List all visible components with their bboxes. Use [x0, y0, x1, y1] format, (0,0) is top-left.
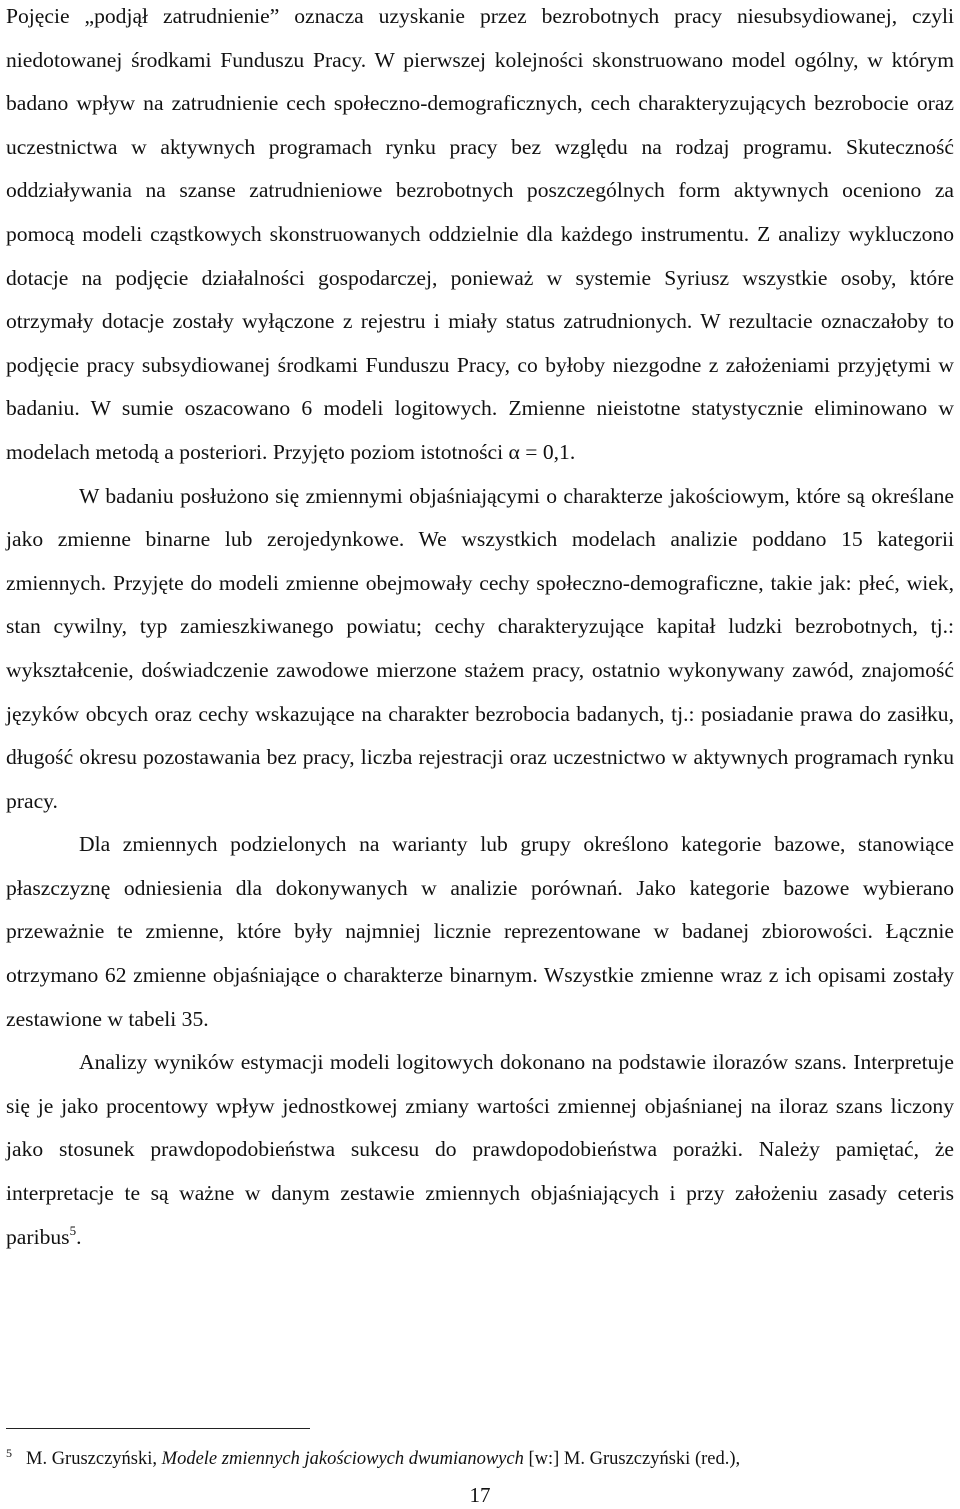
- footnote-reference[interactable]: 5: [69, 1222, 77, 1238]
- paragraph-1: Pojęcie „podjął zatrudnienie” oznacza uzyskanie przez bezrobotnych pracy niesubsydiowanej, czyli niedotowanej środkami Funduszu Pracy. W pierwszej kolejności skonstruowano model ogólny, w którym badano wpływ na zatrudnienie cech społeczno-demograficznych, cech charakteryzujących bezrobocie oraz uczestnictwa w aktywnych programach rynku pracy bez względu na rodzaj programu. Skuteczność oddziaływania na szanse zatrudnieniowe bezrobotnych poszczególnych form aktywnych oceniono za pomocą modeli cząstkowych skonstruowanych oddzielnie dla każdego instrumentu. Z analizy wykluczono dotacje na podjęcie działalności gospodarczej, ponieważ w systemie Syriusz wszystkie osoby, które otrzymały dotacje zostały wyłączone z rejestru i miały status zatrudnionych. W rezultacie oznaczałoby to podjęcie pracy subsydiowanej środkami Funduszu Pracy, co byłoby niezgodne z założeniami przyjętymi w badaniu. W sumie oszacowano 6 modeli logitowych. Zmienne nieistotne statystycznie eliminowano w modelach metodą a posteriori. Przyjęto poziom istotności α = 0,1.: [6, 4, 954, 464]
- paragraph-4-text: Analizy wyników estymacji modeli logitowych dokonano na podstawie ilorazów szans. Interpretuje się je jako procentowy wpływ jednostkowej zmiany wartości zmiennej objaśnianej na iloraz szans liczony jako stosunek prawdopodobieństwa sukcesu do prawdopodobieństwa porażki. Należy pamiętać, że interpretacje te są ważne w danym zestawie zmiennych objaśniających i przy założeniu zasady ceteris paribus: [6, 1050, 954, 1249]
- paragraph-3-text: Dla zmiennych podzielonych na warianty lub grupy określono kategorie bazowe, stanowiące płaszczyznę odniesienia dla dokonywanych w analizie porównań. Jako kategorie bazowe wybierano przeważnie te zmienne, które były najmniej licznie reprezentowane w badanej zbiorowości. Łącznie otrzymano 62 zmienne objaśniające o charakterze binarnym. Wszystkie zmienne wraz z ich opisami zostały zestawione w tabeli 35.: [6, 832, 954, 1031]
- footnote-separator: [6, 1428, 310, 1429]
- paragraph-4: [6, 1041, 954, 1259]
- paragraph-4-end: .: [76, 1224, 82, 1249]
- document-body: [6, 0, 954, 1259]
- paragraph-3: [6, 823, 954, 1041]
- page-number: 17: [469, 1483, 491, 1507]
- paragraph-2: W badaniu posłużono się zmiennymi objaśniającymi o charakterze jakościowym, które są określane jako zmienne binarne lub zerojedynkowe. We wszystkich modelach analizie poddano 15 kategorii zmiennych. Przyjęte do modeli zmienne obejmowały cechy społeczno-demograficzne, takie jak: płeć, wiek, stan cywilny, typ zamieszkiwanego powiatu; cechy charakteryzujące kapitał ludzki bezrobotnych, tj.: wykształcenie, doświadczenie zawodowe mierzone stażem pracy, ostatnio wykonywany zawód, znajomość języków obcych oraz cechy wskazujące na charakter bezrobocia badanych, tj.: posiadanie prawa do zasiłku, długość okresu pozostawania bez pracy, liczba rejestracji oraz uczestnictwo w aktywnych programach rynku pracy.: [6, 483, 954, 813]
- footnote-author: M. Gruszczyński,: [26, 1449, 162, 1469]
- footnote: [6, 1440, 954, 1472]
- footnote-rest: [w:] M. Gruszczyński (red.),: [523, 1449, 741, 1469]
- footnote-mark: 5: [6, 1446, 12, 1460]
- footnote-title: Modele zmiennych jakościowych dwumianowych: [161, 1449, 524, 1469]
